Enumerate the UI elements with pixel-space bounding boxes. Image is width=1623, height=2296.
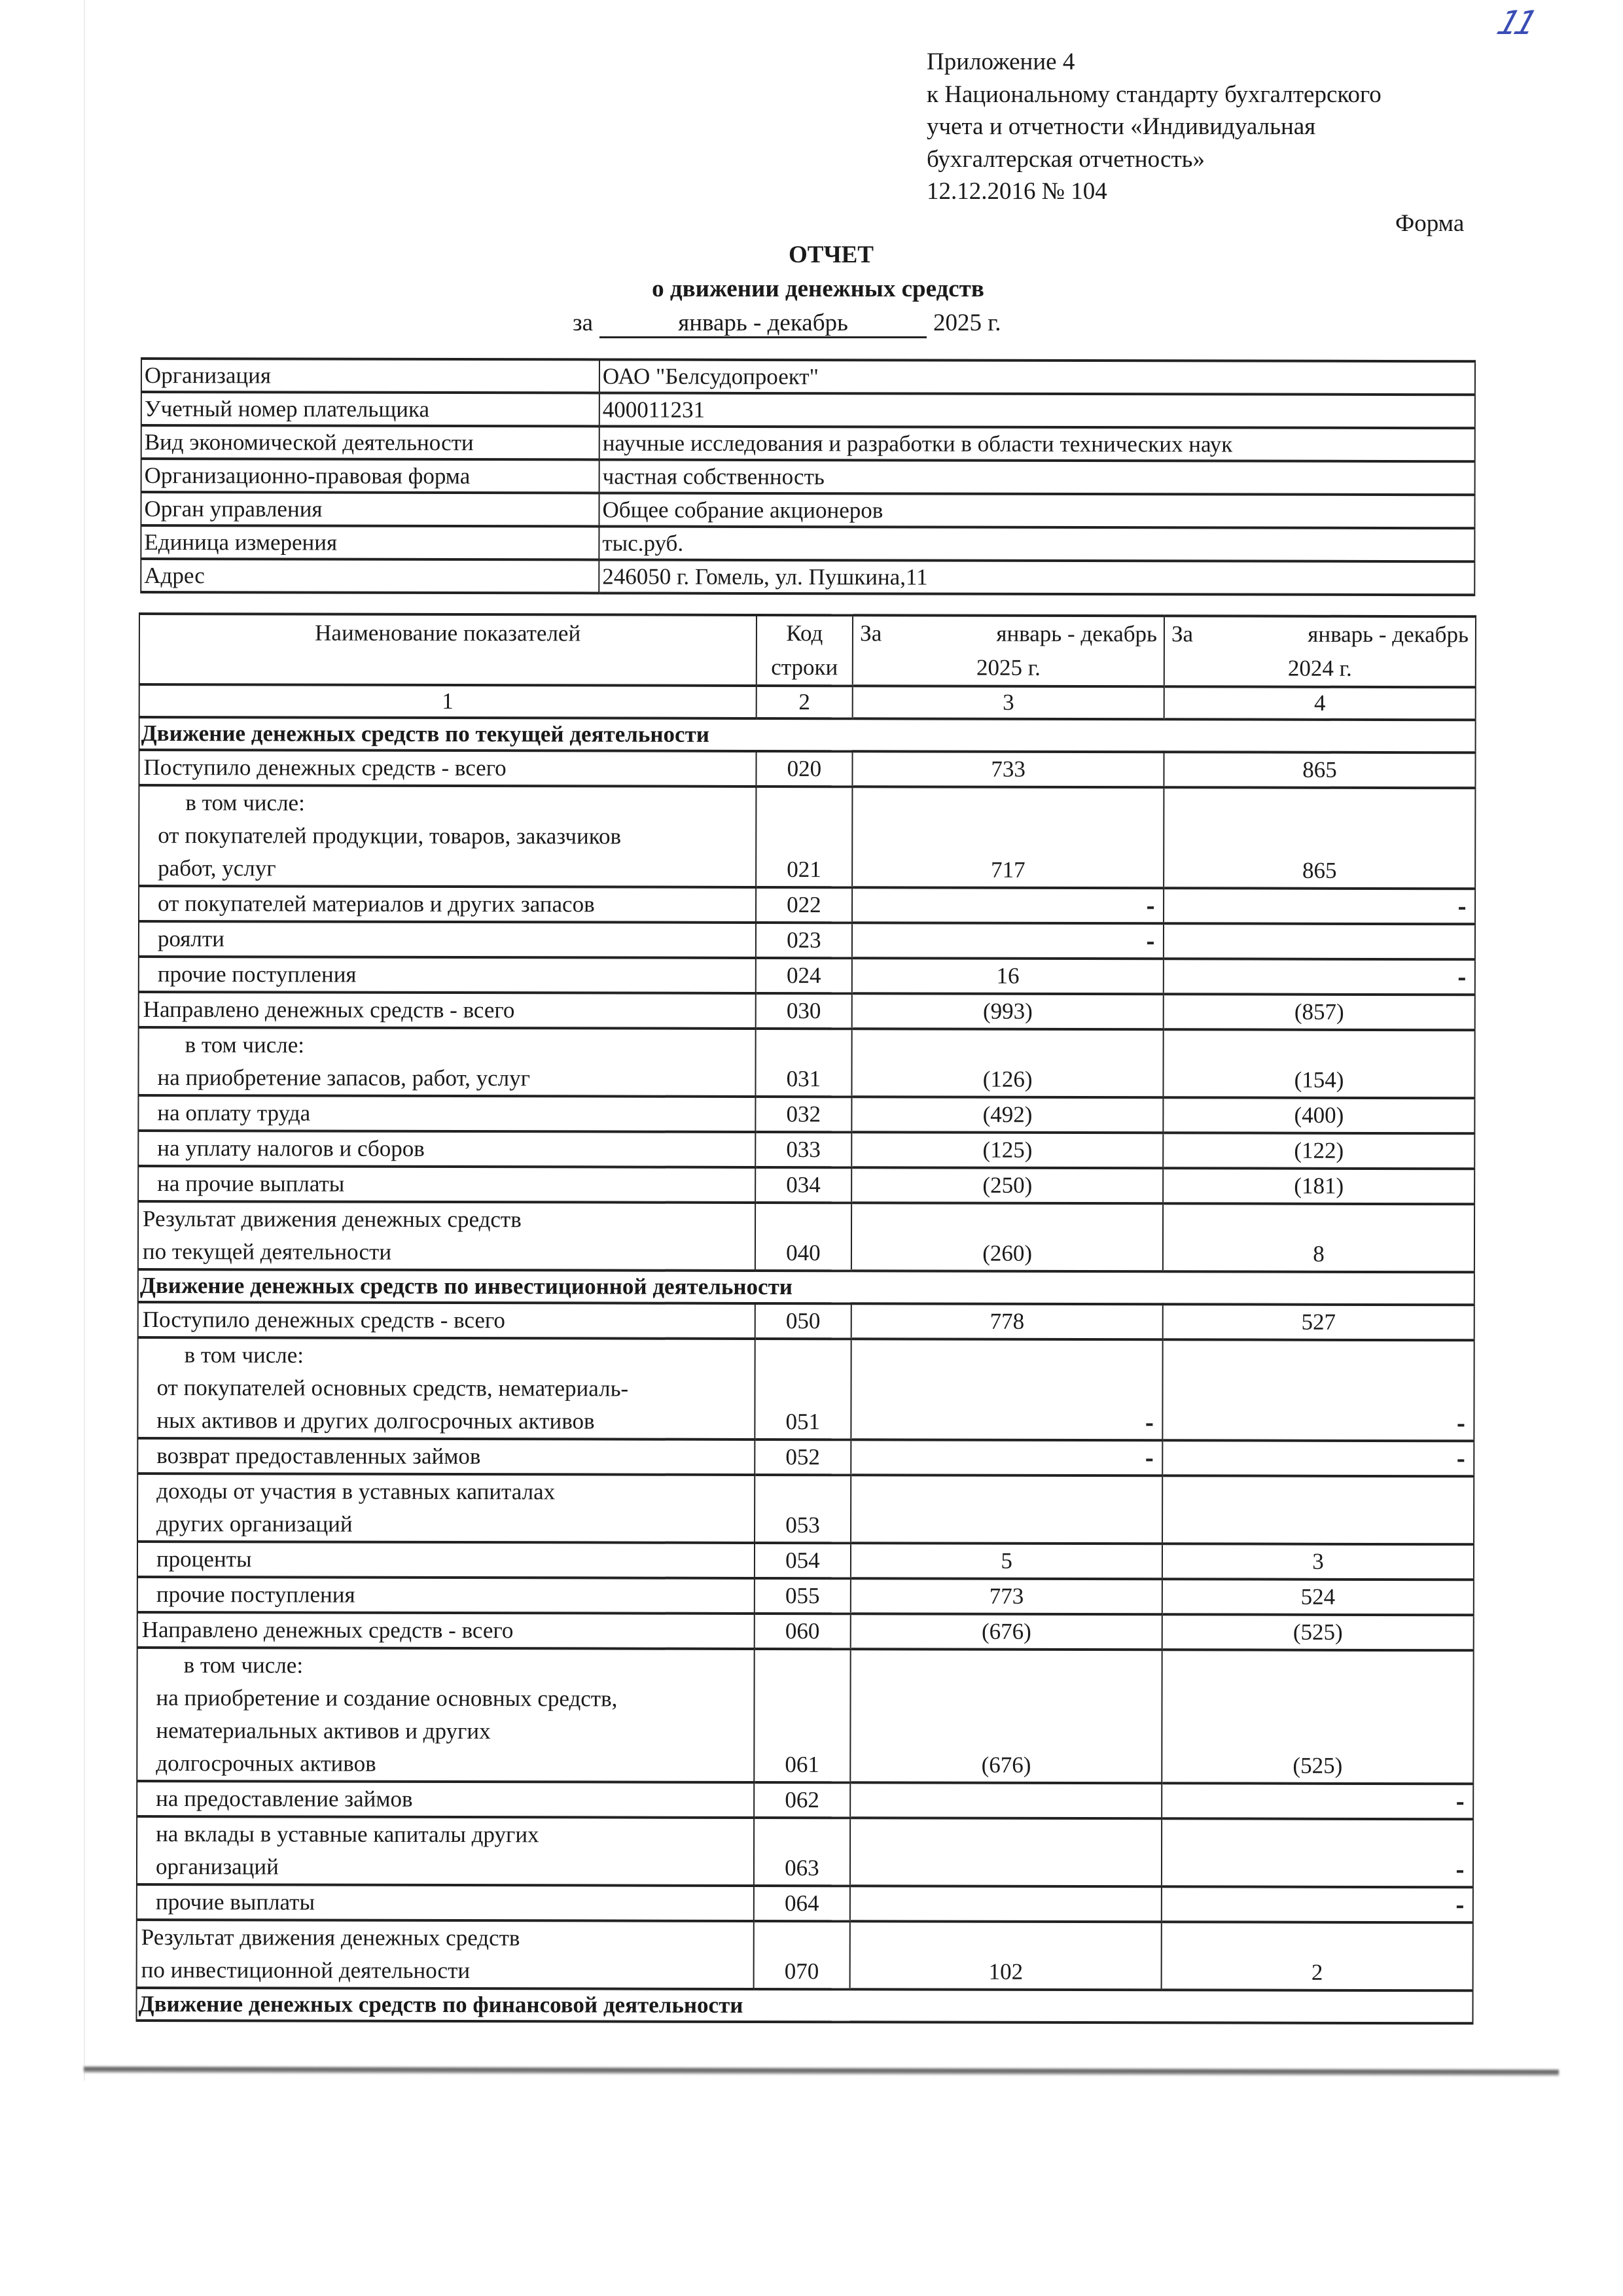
info-row xyxy=(141,392,1475,428)
header-code-line1: Код xyxy=(786,620,823,646)
indicator-name xyxy=(138,1302,755,1339)
info-row xyxy=(141,492,1474,528)
indicator-name xyxy=(137,1474,755,1543)
section-title: Движение денежных средств по текущей деятельности xyxy=(139,717,1476,752)
report-period xyxy=(573,309,1001,338)
info-row xyxy=(141,559,1474,595)
info-value: ОАО "Белсудопроект" xyxy=(599,359,1475,395)
section-header-row xyxy=(138,1269,1474,1305)
row-code: 061 xyxy=(754,1649,851,1782)
row-code: 024 xyxy=(755,958,852,993)
indicator-name-line: на уплату налогов и сборов xyxy=(157,1135,425,1161)
indicator-name-line: доходы от участия в уставных капиталах xyxy=(156,1478,556,1505)
value-current-year: 16 xyxy=(852,958,1164,994)
info-row xyxy=(141,425,1475,461)
indicator-name-line: на приобретение запасов, работ, услуг xyxy=(157,1065,531,1091)
row-code: 064 xyxy=(753,1886,850,1921)
indicator-name xyxy=(137,1337,755,1439)
indicator-name-line: на приобретение и создание основных средств, xyxy=(156,1685,618,1712)
row-code: 060 xyxy=(754,1614,851,1649)
dash-mark xyxy=(1147,942,1154,944)
header-previous-months: январь - декабрь xyxy=(1308,621,1469,648)
section-header-row xyxy=(136,1988,1472,2023)
value-previous-year xyxy=(1162,1475,1474,1544)
section-header-row xyxy=(139,717,1476,752)
info-label: Орган управления xyxy=(141,492,599,526)
value-previous-year: 527 xyxy=(1163,1304,1474,1340)
dash-mark xyxy=(1147,1423,1153,1426)
table-row xyxy=(138,1166,1474,1204)
value-previous-year: 524 xyxy=(1162,1579,1474,1615)
value-current-year xyxy=(851,1475,1162,1544)
indicator-name xyxy=(137,1920,754,1989)
info-label: Адрес xyxy=(141,559,599,593)
row-code: 063 xyxy=(753,1818,850,1886)
handwritten-page-number: 11 xyxy=(1492,4,1539,42)
column-numbers-row xyxy=(139,684,1476,720)
table-row xyxy=(139,750,1475,788)
value-previous-year: (154) xyxy=(1164,1029,1475,1098)
value-previous-year xyxy=(1162,1440,1474,1476)
value-previous-year: (400) xyxy=(1163,1097,1474,1133)
indicator-name-line: от покупателей материалов и других запасов xyxy=(158,891,595,917)
indicator-name xyxy=(139,750,756,786)
report-subtitle: о движении денежных средств xyxy=(652,275,984,302)
row-code: 034 xyxy=(755,1167,852,1203)
indicator-name-line: Результат движения денежных средств xyxy=(143,1206,522,1233)
row-code: 030 xyxy=(755,993,852,1029)
indicator-name xyxy=(138,1201,755,1271)
appendix-reference xyxy=(927,46,1382,208)
indicator-name-line: в том числе: xyxy=(185,790,305,816)
indicator-name-line: прочие поступления xyxy=(157,961,357,987)
indicator-name xyxy=(137,1781,754,1818)
info-row xyxy=(141,459,1475,495)
value-current-year: (492) xyxy=(852,1097,1164,1133)
row-code: 023 xyxy=(755,923,852,958)
table-row xyxy=(138,1095,1474,1133)
indicator-name-line: работ, услуг xyxy=(158,855,276,881)
indicator-name-line: долгосрочных активов xyxy=(156,1750,376,1776)
indicator-name xyxy=(139,785,756,887)
indicator-name-line: Направлено денежных средств - всего xyxy=(143,997,515,1023)
indicator-name-line: Поступило денежных средств - всего xyxy=(143,754,507,781)
indicator-name-line: роялти xyxy=(157,926,224,952)
header-current-period xyxy=(853,615,1164,686)
value-previous-year xyxy=(1162,1339,1474,1441)
value-current-year xyxy=(850,1782,1162,1818)
value-current-year xyxy=(852,887,1164,923)
table-row xyxy=(137,1337,1474,1441)
indicator-name xyxy=(137,1816,754,1886)
indicator-name-line: Результат движения денежных средств xyxy=(141,1924,520,1951)
value-previous-year: 865 xyxy=(1164,787,1475,889)
value-previous-year xyxy=(1162,1818,1473,1887)
value-previous-year xyxy=(1164,923,1475,959)
indicator-name-line: от покупателей основных средств, нематериаль- xyxy=(156,1375,629,1402)
row-code: 040 xyxy=(755,1203,851,1271)
column-number: 1 xyxy=(139,684,757,718)
info-row xyxy=(141,359,1475,395)
indicator-name xyxy=(138,1166,755,1203)
value-previous-year: 865 xyxy=(1164,752,1476,788)
column-number: 2 xyxy=(756,686,853,718)
dash-mark xyxy=(1147,906,1154,909)
table-row xyxy=(137,1612,1474,1650)
indicator-name xyxy=(137,1612,755,1649)
dash-mark xyxy=(1457,1459,1464,1462)
indicator-name xyxy=(138,1095,755,1132)
table-row xyxy=(137,1438,1474,1476)
value-current-year: 733 xyxy=(853,751,1164,787)
info-value: частная собственность xyxy=(599,459,1475,495)
appendix-line: 12.12.2016 № 104 xyxy=(927,178,1107,205)
appendix-line: Приложение 4 xyxy=(927,48,1075,75)
info-label: Вид экономической деятельности xyxy=(141,425,599,459)
value-current-year: (126) xyxy=(852,1029,1164,1097)
info-row xyxy=(141,525,1474,561)
indicator-name xyxy=(138,1131,755,1167)
row-code: 020 xyxy=(756,751,853,786)
indicator-name xyxy=(137,1884,754,1921)
row-code: 033 xyxy=(755,1132,852,1167)
indicator-name-line: прочие выплаты xyxy=(155,1889,315,1915)
value-previous-year xyxy=(1162,1886,1473,1922)
header-indicator-name: Наименование показателей xyxy=(139,614,757,686)
row-code: 051 xyxy=(755,1339,851,1439)
indicator-name xyxy=(137,1577,755,1614)
period-prefix: за xyxy=(573,309,594,336)
column-number: 4 xyxy=(1164,686,1476,720)
value-current-year: (993) xyxy=(852,993,1164,1029)
table-row xyxy=(139,957,1475,995)
indicator-name xyxy=(137,1542,755,1578)
row-code: 022 xyxy=(756,887,853,923)
table-row xyxy=(137,1816,1473,1887)
dash-mark xyxy=(1457,1870,1463,1873)
info-value: 400011231 xyxy=(599,393,1475,428)
row-code: 032 xyxy=(755,1097,852,1132)
header-previous-period xyxy=(1164,616,1476,687)
row-code: 062 xyxy=(754,1782,851,1818)
table-row xyxy=(138,1131,1474,1169)
header-current-prefix: За xyxy=(860,620,882,646)
dash-mark xyxy=(1457,1905,1463,1908)
column-number: 3 xyxy=(853,686,1164,719)
indicator-name xyxy=(139,921,756,958)
dash-mark xyxy=(1457,1802,1463,1805)
info-label: Учетный номер плательщика xyxy=(141,392,599,426)
table-header-row xyxy=(139,614,1476,687)
indicator-name xyxy=(137,1438,755,1475)
value-previous-year: 8 xyxy=(1163,1203,1474,1272)
row-code: 021 xyxy=(756,786,853,887)
indicator-name-line: в том числе: xyxy=(184,1342,304,1368)
indicator-name-line: на вклады в уставные капиталы других xyxy=(156,1821,539,1848)
value-current-year: (676) xyxy=(851,1649,1162,1783)
header-code-line2: строки xyxy=(771,654,838,680)
info-label: Организационно-правовая форма xyxy=(141,459,599,493)
row-code: 053 xyxy=(755,1475,851,1543)
indicator-name-line: Поступило денежных средств - всего xyxy=(142,1307,505,1333)
value-current-year: 717 xyxy=(852,786,1164,888)
indicator-name xyxy=(138,1027,755,1097)
section-title: Движение денежных средств по финансовой деятельности xyxy=(136,1988,1472,2023)
row-code: 031 xyxy=(755,1029,852,1097)
table-row xyxy=(137,1542,1474,1580)
indicator-name-line: ных активов и других долгосрочных активов xyxy=(156,1407,595,1434)
row-code: 055 xyxy=(754,1578,851,1614)
table-row xyxy=(137,1781,1473,1819)
table-row xyxy=(138,1201,1474,1272)
value-previous-year: (181) xyxy=(1163,1168,1474,1204)
period-year: 2025 г. xyxy=(933,309,1001,336)
value-current-year: 773 xyxy=(851,1578,1162,1614)
period-value: январь - декабрь xyxy=(599,310,927,338)
info-value: Общее собрание акционеров xyxy=(599,493,1474,528)
indicator-name-line: в том числе: xyxy=(185,1032,305,1058)
value-previous-year: 3 xyxy=(1162,1544,1474,1580)
report-title: ОТЧЕТ xyxy=(789,241,874,268)
indicator-name-line: других организаций xyxy=(156,1511,353,1537)
value-current-year xyxy=(852,923,1164,959)
value-current-year: (250) xyxy=(851,1167,1163,1203)
indicator-name-line: возврат предоставленных займов xyxy=(156,1443,481,1470)
value-current-year: (260) xyxy=(851,1203,1163,1271)
value-previous-year xyxy=(1162,1783,1473,1819)
dash-mark xyxy=(1459,907,1465,910)
indicator-name-line: нематериальных активов и других xyxy=(156,1718,491,1744)
indicator-name xyxy=(139,992,756,1029)
info-label: Единица измерения xyxy=(141,525,599,559)
organization-info-table xyxy=(140,357,1476,596)
header-current-months: январь - декабрь xyxy=(996,620,1158,647)
info-value: тыс.руб. xyxy=(599,526,1474,561)
value-previous-year: (525) xyxy=(1162,1650,1473,1784)
value-previous-year xyxy=(1164,959,1475,995)
appendix-line: учета и отчетности «Индивидуальная xyxy=(927,113,1316,140)
value-current-year: 5 xyxy=(851,1543,1162,1579)
cash-flow-table xyxy=(135,612,1476,2024)
indicator-name-line: по инвестиционной деятельности xyxy=(141,1957,471,1984)
info-value: научные исследования и разработки в области технических наук xyxy=(599,426,1475,461)
value-current-year xyxy=(850,1886,1162,1922)
dash-mark xyxy=(1146,1458,1152,1461)
row-code: 070 xyxy=(753,1921,850,1989)
value-previous-year: (857) xyxy=(1164,994,1475,1030)
table-row xyxy=(139,992,1475,1030)
header-code xyxy=(756,615,853,686)
info-label: Организация xyxy=(141,359,599,393)
value-current-year: (125) xyxy=(851,1132,1163,1168)
row-code: 050 xyxy=(755,1303,851,1339)
table-row xyxy=(137,1920,1473,1990)
form-label: Форма xyxy=(1395,210,1465,237)
value-previous-year: (122) xyxy=(1163,1133,1474,1169)
table-row xyxy=(138,1027,1474,1098)
table-row xyxy=(137,1884,1473,1922)
indicator-name-line: на прочие выплаты xyxy=(157,1171,345,1197)
value-current-year: (676) xyxy=(851,1614,1162,1650)
indicator-name-line: на предоставление займов xyxy=(156,1786,413,1812)
table-row xyxy=(137,1577,1474,1615)
table-row xyxy=(138,1302,1474,1340)
appendix-line: бухгалтерская отчетность» xyxy=(927,145,1205,173)
indicator-name xyxy=(139,886,756,923)
value-current-year: 102 xyxy=(850,1921,1162,1990)
value-current-year: 778 xyxy=(851,1303,1163,1339)
indicator-name-line: прочие поступления xyxy=(156,1581,355,1608)
indicator-name-line: проценты xyxy=(156,1546,252,1572)
value-current-year xyxy=(850,1818,1162,1886)
indicator-name-line: от покупателей продукции, товаров, заказчиков xyxy=(158,822,622,849)
header-previous-prefix: За xyxy=(1171,621,1194,647)
value-previous-year: 2 xyxy=(1162,1922,1473,1990)
appendix-line: к Национальному стандарту бухгалтерского xyxy=(927,80,1382,108)
value-current-year xyxy=(851,1439,1163,1475)
info-value: 246050 г. Гомель, ул. Пушкина,11 xyxy=(599,559,1474,595)
header-current-year: 2025 г. xyxy=(976,654,1041,680)
table-row xyxy=(139,886,1475,924)
row-code: 054 xyxy=(754,1543,851,1578)
row-code: 052 xyxy=(755,1439,851,1475)
indicator-name-line: Направлено денежных средств - всего xyxy=(141,1617,514,1644)
table-row xyxy=(137,1648,1473,1784)
value-previous-year xyxy=(1164,888,1475,924)
table-row xyxy=(139,921,1475,959)
value-current-year xyxy=(851,1339,1163,1440)
dash-mark xyxy=(1457,1424,1464,1426)
table-row xyxy=(137,1474,1474,1544)
indicator-name-line: организаций xyxy=(155,1854,279,1880)
dash-mark xyxy=(1459,978,1465,980)
indicator-name xyxy=(139,957,756,993)
indicator-name-line: по текущей деятельности xyxy=(142,1239,392,1265)
table-row xyxy=(139,785,1475,889)
indicator-name xyxy=(137,1648,754,1782)
value-previous-year: (525) xyxy=(1162,1614,1474,1650)
section-title: Движение денежных средств по инвестиционной деятельности xyxy=(138,1269,1474,1305)
header-previous-year: 2024 г. xyxy=(1287,655,1352,681)
indicator-name-line: на оплату труда xyxy=(157,1100,311,1126)
indicator-name-line: в том числе: xyxy=(183,1652,304,1678)
